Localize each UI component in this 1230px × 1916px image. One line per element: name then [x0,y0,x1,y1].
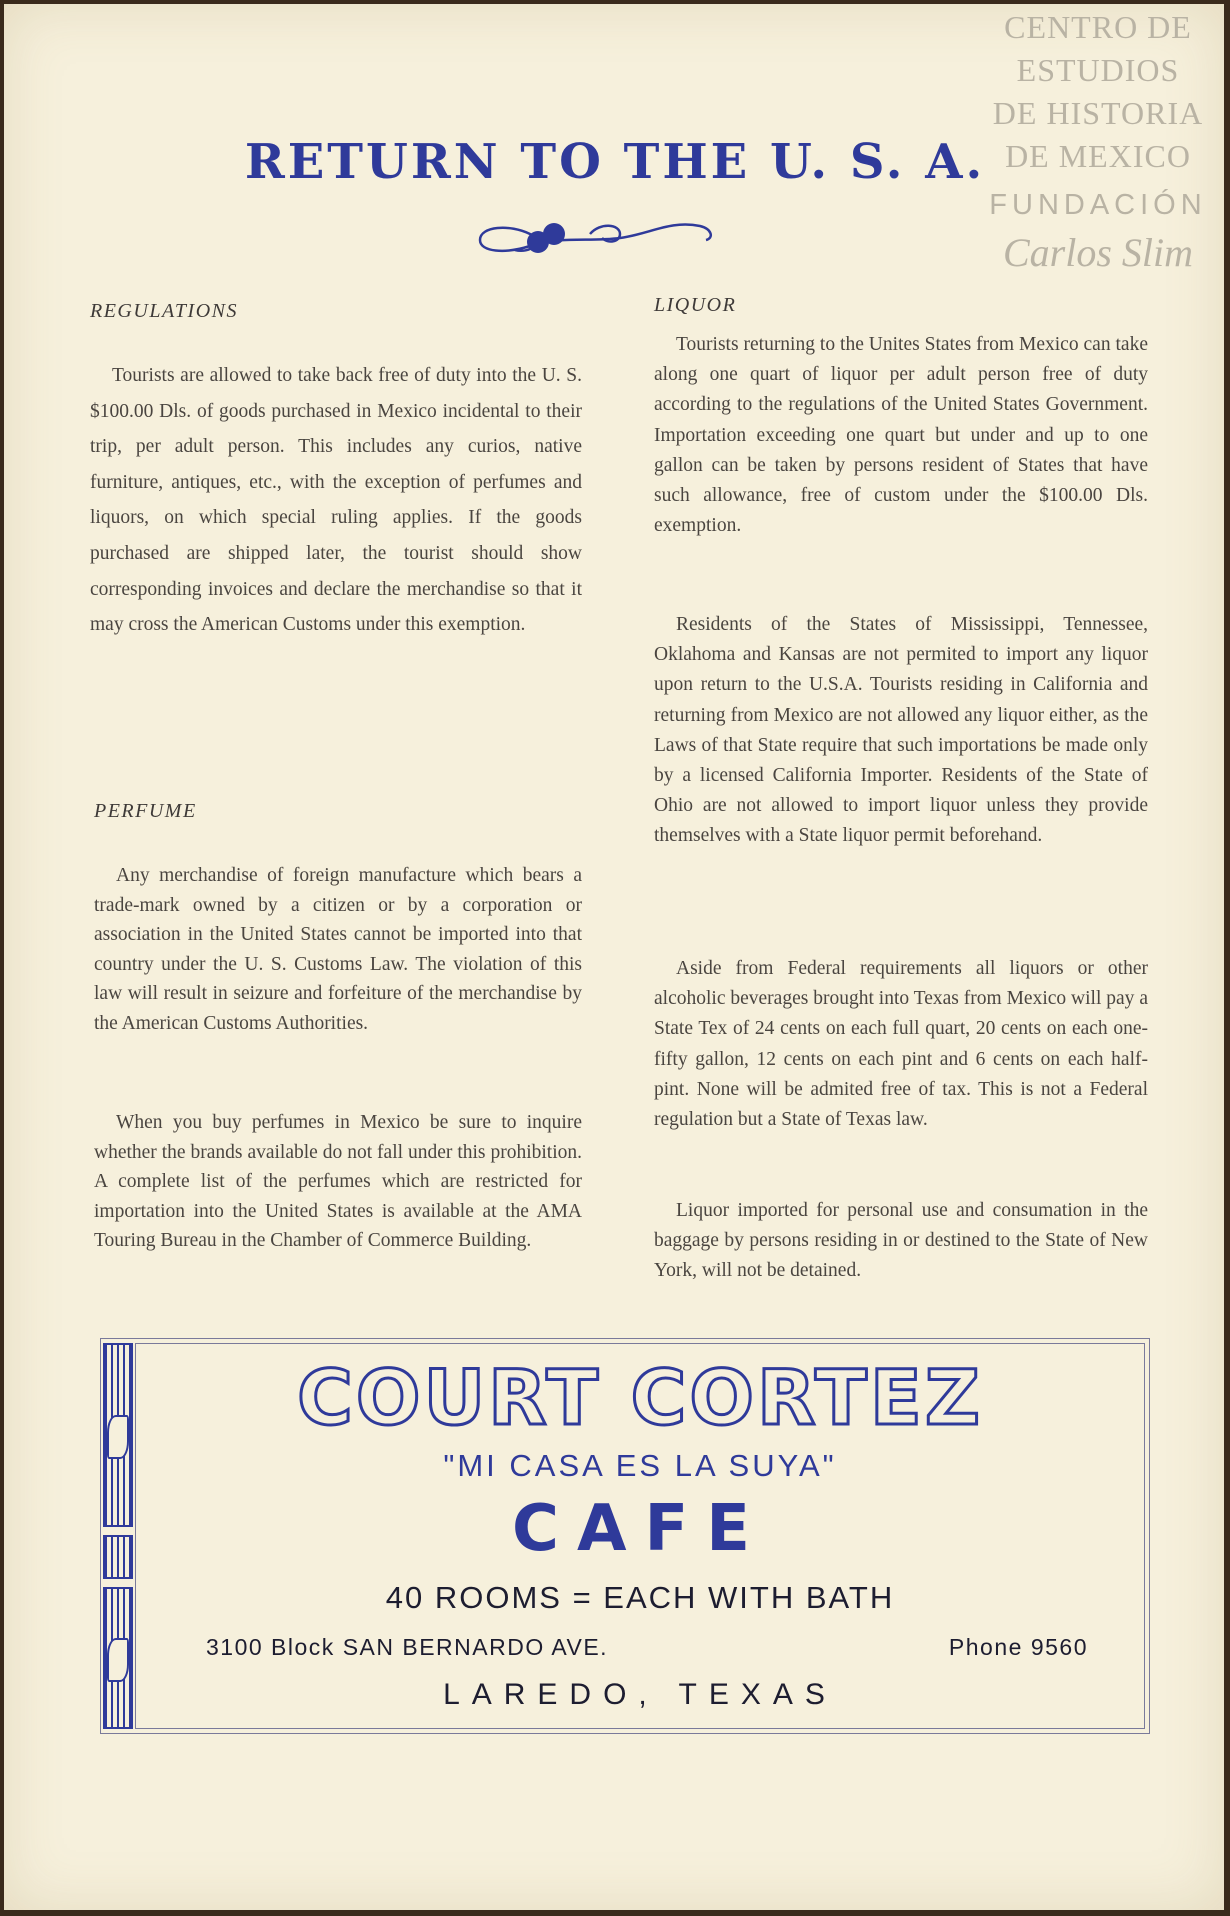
liquor-paragraph-1: Tourists returning to the Unites States from Mexico can take along one quart of liquor per adult person free of duty according to the regulations of the United States Government. Importation exceeding one quart but under and up to one gallon can be taken by persons resident of States that have such allowance, free of custom under the $100.00 Dls. exemption. [654,334,1148,537]
liquor-paragraph-3: Aside from Federal requirements all liquors or other alcoholic beverages brought into Texas from Mexico will pay a State Tex of 24 cents on each full quart, 20 cents on each one-fifty gallon, 12 cents on each pint and 6 cents on each half-pint. None will be admited free of tax. This is not a Federal regulation but a State of Texas law. [654,958,1148,1131]
decorative-tile-icon [103,1343,133,1527]
hotel-name: COURT CORTEZ [297,1353,983,1442]
perfume-paragraph-2: When you buy perfumes in Mexico be sure to inquire whether the brands available do not fall under this prohibition. A complete list of the perfumes which are restricted for importation into the United States is available at the AMA Touring Bureau in the Chamber of Commerce Building. [94,1112,582,1252]
decorative-tile-icon [103,1587,133,1729]
watermark-line-3: DE HISTORIA [992,95,1204,131]
liquor-heading: LIQUOR [654,294,737,316]
perfume-heading: PERFUME [94,800,197,822]
liquor-paragraph-2: Residents of the States of Mississippi, Tennessee, Oklahoma and Kansas are not permited to import any liquor upon return to the U.S.A. Tourists residing in California and returning from Mexico are not allowed any liquor either, as the Laws of that State require that such importations be made only by a licensed California Importer. Residents of the State of Ohio are not allowed to import liquor unless they provide themselves with a State liquor permit beforehand. [654,614,1148,847]
advertisement-frame [135,1343,1145,1729]
hotel-address: 3100 Block SAN BERNARDO AVE. [206,1634,609,1660]
watermark-line-5: FUNDACIÓN [989,189,1207,221]
decorative-tile-icon [103,1535,133,1579]
watermark-signature: Carlos Slim [1002,230,1194,275]
liquor-paragraph-4: Liquor imported for personal use and consumation in the baggage by persons residing in or destined to the State of New York, will not be detained. [654,1200,1148,1282]
watermark-line-4: DE MEXICO [1005,138,1191,174]
watermark-line-1: CENTRO DE [1004,9,1192,45]
hotel-motto: "MI CASA ES LA SUYA" [443,1448,837,1483]
regulations-paragraph: Tourists are allowed to take back free of duty into the U. S. $100.00 Dls. of goods purchased in Mexico incidental to their trip, per adult person. This includes any curios, native furniture, antiques, etc., with the exception of perfumes and liquors, on which special ruling applies. If the goods purchased are shipped later, the tourist should show corresponding invoices and declare the merchandise so that it may cross the American Customs under this exemption. [90,365,582,636]
regulations-heading: REGULATIONS [90,300,238,322]
scroll-flourish-icon [470,212,720,262]
page-title: RETURN TO THE U. S. A. [244,134,986,190]
watermark-line-2: ESTUDIOS [1016,52,1180,88]
hotel-phone: Phone 9560 [948,1634,1088,1660]
hotel-city: LAREDO, TEXAS [443,1678,837,1711]
cafe-label: CAFE [512,1492,768,1566]
rooms-info: 40 ROOMS = EACH WITH BATH [385,1580,895,1615]
court-cortez-advertisement [100,1338,1150,1734]
perfume-paragraph-1: Any merchandise of foreign manufacture which bears a trade-mark owned by a citizen or by a corporation or association in the United States cannot be imported into that country under the U. S. Customs Law. The violation of this law will result in seizure and forfeiture of the merchandise by the American Customs Authorities. [94,865,582,1034]
